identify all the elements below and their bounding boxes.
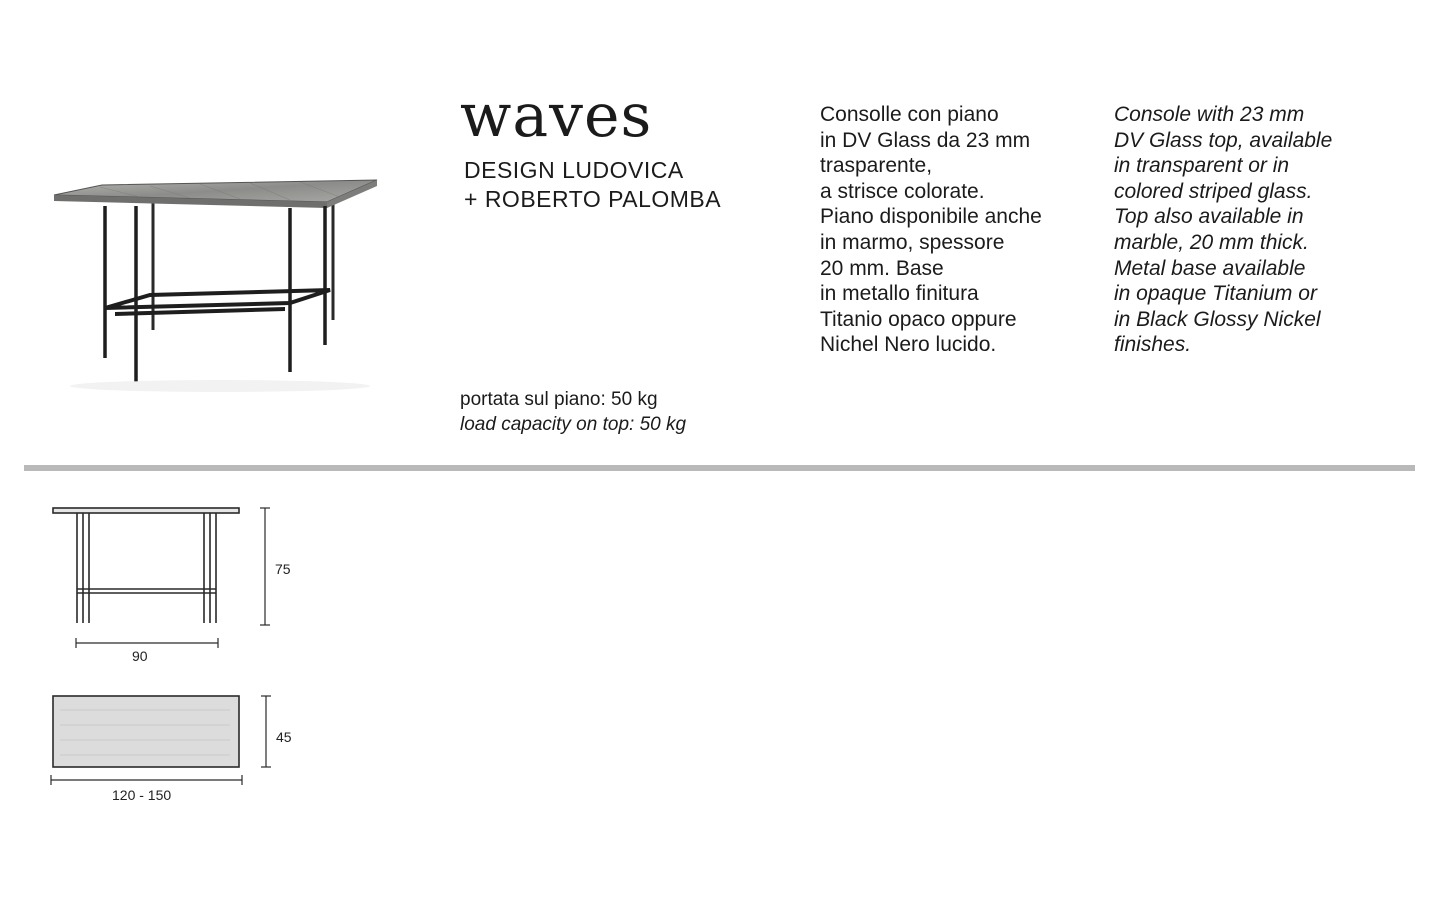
description-line: Consolle con piano [820,103,999,126]
load-capacity-english: load capacity on top: 50 kg [460,414,687,435]
description-line: Titanio opaco oppure [820,307,1017,331]
description-english [1114,102,1332,358]
depth-dimension-line [261,696,271,767]
technical-drawing [40,495,320,825]
description-line: in DV Glass da 23 mm [820,128,1031,152]
front-elevation-drawing [53,508,239,623]
load-capacity [460,387,686,437]
load-capacity-italian: portata sul piano: 50 kg [460,389,658,410]
description-line: in opaque Titanium or [1114,282,1317,306]
description-line: colored striped glass. [1114,179,1313,203]
description-line: in marmo, spessore [820,230,1005,254]
product-title: waves [460,81,653,151]
length-dimension-line [51,775,242,785]
description-italian [820,102,1042,358]
width-dimension-label: 90 [132,648,148,664]
section-divider [24,465,1415,471]
length-dimension-label: 120 - 150 [112,787,172,803]
description-line: finishes. [1114,333,1192,357]
description-line: a strisce colorate. [820,179,985,203]
designer-line: + ROBERTO PALOMBA [464,186,722,212]
height-dimension-line [260,508,270,625]
description-line: Nichel Nero lucido. [820,333,997,357]
designer-line: DESIGN LUDOVICA [464,157,684,183]
description-line: in transparent or in [1114,154,1290,178]
designer-credit [464,156,721,214]
description-line: in metallo finitura [820,282,979,306]
description-line: Console with 23 mm [1114,103,1305,126]
width-dimension-line [76,638,218,648]
depth-dimension-label: 45 [276,729,292,745]
description-line: 20 mm. Base [820,256,944,280]
description-line: Piano disponibile anche [820,205,1042,229]
description-line: in Black Glossy Nickel [1114,307,1321,331]
description-line: Top also available in [1114,205,1304,229]
description-line: Metal base available [1114,256,1306,280]
description-line: marble, 20 mm thick. [1114,230,1309,254]
description-line: DV Glass top, available [1114,128,1333,152]
height-dimension-label: 75 [275,561,291,577]
description-line: trasparente, [820,154,933,178]
product-photo [40,150,400,400]
top-view-drawing [53,696,239,767]
